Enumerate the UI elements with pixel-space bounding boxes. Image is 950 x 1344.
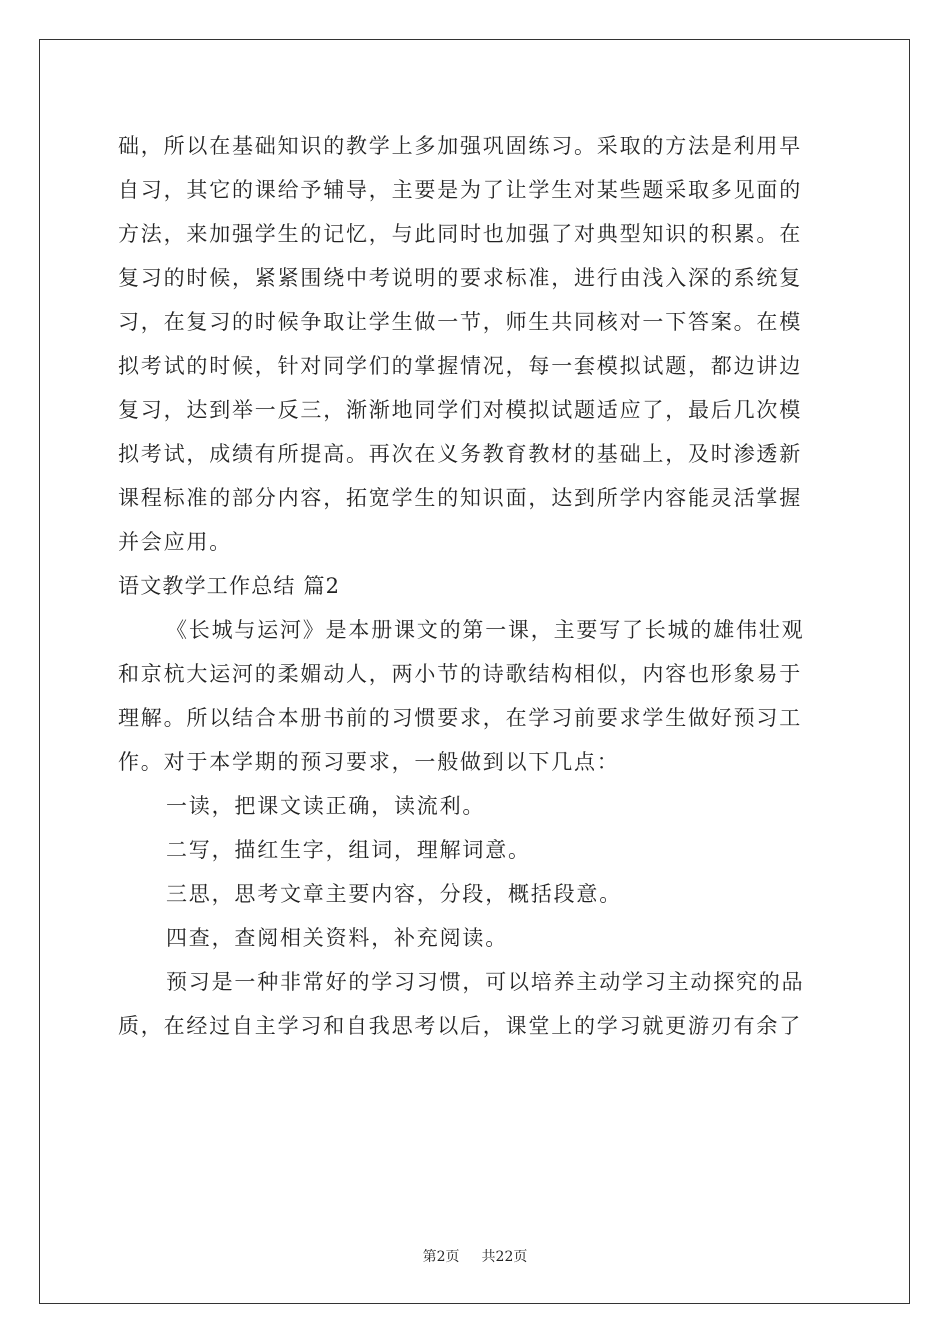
list-item: 二写，描红生字，组词，理解词意。 [166, 838, 531, 862]
text-line: 拟考试，成绩有所提高。再次在义务教育教材的基础上，及时渗透新 [118, 442, 802, 466]
text-line: 《长城与运河》是本册课文的第一课，主要写了长城的雄伟壮观 [166, 618, 805, 642]
text-line: 方法，来加强学生的记忆，与此同时也加强了对典型知识的积累。在 [118, 222, 802, 246]
text-line: 复习的时候，紧紧围绕中考说明的要求标准，进行由浅入深的系统复 [118, 266, 802, 290]
list-item: 一读，把课文读正确，读流利。 [166, 794, 486, 818]
text-line: 质，在经过自主学习和自我思考以后，课堂上的学习就更游刃有余了 [118, 1014, 802, 1038]
text-line: 作。对于本学期的预习要求，一般做到以下几点： [118, 750, 620, 774]
page-footer [0, 1246, 950, 1266]
text-line: 习，在复习的时候争取让学生做一节，师生共同核对一下答案。在模 [118, 310, 802, 334]
section-heading: 语文教学工作总结 篇2 [118, 574, 341, 598]
text-line: 并会应用。 [118, 530, 232, 554]
list-item: 四查，查阅相关资料，补充阅读。 [166, 926, 508, 950]
text-line: 和京杭大运河的柔媚动人，两小节的诗歌结构相似，内容也形象易于 [118, 662, 802, 686]
text-line: 自习，其它的课给予辅导，主要是为了让学生对某些题采取多见面的 [118, 178, 802, 202]
text-line: 理解。所以结合本册书前的习惯要求，在学习前要求学生做好预习工 [118, 706, 802, 730]
text-line: 拟考试的时候，针对同学们的掌握情况，每一套模拟试题，都边讲边 [118, 354, 802, 378]
text-line: 课程标准的部分内容，拓宽学生的知识面，达到所学内容能灵活掌握 [118, 486, 802, 510]
page-total: 共22页 [481, 1249, 528, 1265]
list-item: 三思，思考文章主要内容，分段，概括段意。 [166, 882, 622, 906]
text-line: 预习是一种非常好的学习习惯，可以培养主动学习主动探究的品 [166, 970, 805, 994]
document-body [118, 124, 832, 1048]
page-number: 第2页 [422, 1249, 460, 1265]
text-line: 础，所以在基础知识的教学上多加强巩固练习。采取的方法是利用早 [118, 134, 802, 158]
text-line: 复习，达到举一反三，渐渐地同学们对模拟试题适应了，最后几次模 [118, 398, 802, 422]
